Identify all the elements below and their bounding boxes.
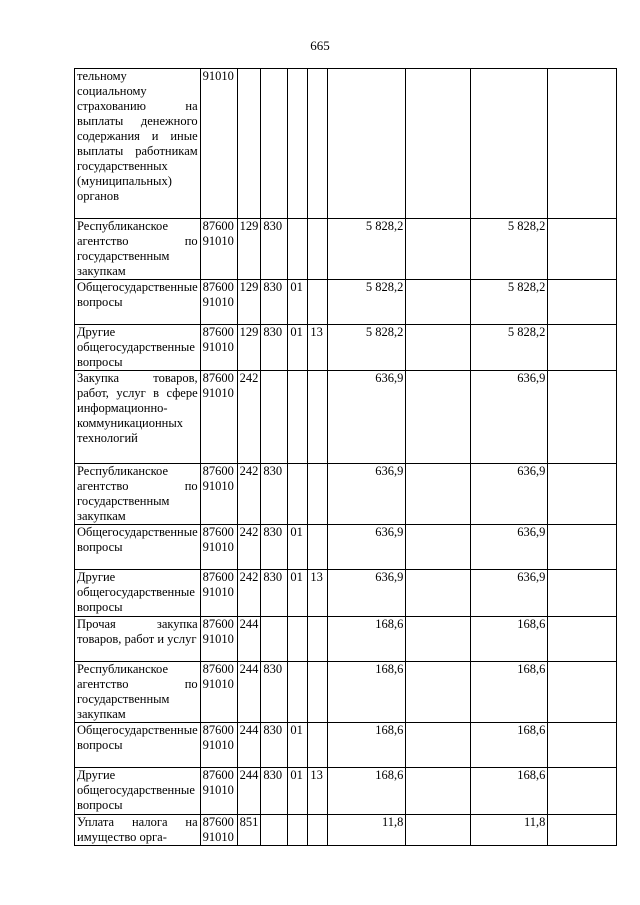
expense-type-cell: 242 <box>237 525 261 570</box>
row-name-cell: Прочая закупка товаров, работ и услуг <box>75 617 201 662</box>
amount-cell: 636,9 <box>328 525 406 570</box>
expense-type-cell: 244 <box>237 723 261 768</box>
empty-cell <box>548 662 617 723</box>
table-row <box>75 662 617 723</box>
amount-cell <box>328 69 406 219</box>
ministry-code-cell <box>261 69 288 219</box>
empty-cell <box>548 325 617 371</box>
empty-cell <box>548 69 617 219</box>
empty-cell <box>548 525 617 570</box>
amount-cell-2 <box>406 219 471 280</box>
table-row <box>75 617 617 662</box>
section-cell <box>288 219 308 280</box>
total-amount-cell: 168,6 <box>471 768 548 815</box>
row-name-cell: Республиканское агентство по государственным закупкам <box>75 464 201 525</box>
amount-cell: 168,6 <box>328 723 406 768</box>
expense-type-cell: 244 <box>237 662 261 723</box>
expense-type-cell: 242 <box>237 570 261 617</box>
table-row <box>75 69 617 219</box>
total-amount-cell <box>471 69 548 219</box>
table-row <box>75 570 617 617</box>
section-cell <box>288 464 308 525</box>
program-code-cell: 87600 91010 <box>200 768 237 815</box>
expense-type-cell: 129 <box>237 219 261 280</box>
table-row <box>75 768 617 815</box>
amount-cell: 636,9 <box>328 371 406 464</box>
empty-cell <box>548 280 617 325</box>
ministry-code-cell: 830 <box>261 662 288 723</box>
section-cell: 01 <box>288 525 308 570</box>
subsection-cell <box>308 371 328 464</box>
amount-cell-2 <box>406 662 471 723</box>
row-name-cell: Общегосударственные вопросы <box>75 280 201 325</box>
total-amount-cell: 5 828,2 <box>471 219 548 280</box>
expense-type-cell: 129 <box>237 280 261 325</box>
expense-type-cell: 244 <box>237 768 261 815</box>
subsection-cell <box>308 280 328 325</box>
empty-cell <box>548 570 617 617</box>
amount-cell: 168,6 <box>328 662 406 723</box>
table-row <box>75 815 617 846</box>
ministry-code-cell: 830 <box>261 723 288 768</box>
subsection-cell: 13 <box>308 768 328 815</box>
subsection-cell: 13 <box>308 325 328 371</box>
total-amount-cell: 168,6 <box>471 723 548 768</box>
amount-cell: 5 828,2 <box>328 219 406 280</box>
row-name-cell: Республиканское агентство по государственным закупкам <box>75 662 201 723</box>
page-number: 665 <box>310 38 330 53</box>
total-amount-cell: 168,6 <box>471 662 548 723</box>
amount-cell: 636,9 <box>328 464 406 525</box>
expense-type-cell: 242 <box>237 464 261 525</box>
table-row <box>75 219 617 280</box>
total-amount-cell: 636,9 <box>471 525 548 570</box>
program-code-cell: 87600 91010 <box>200 280 237 325</box>
table-row <box>75 723 617 768</box>
subsection-cell <box>308 662 328 723</box>
empty-cell <box>548 768 617 815</box>
ministry-code-cell: 830 <box>261 219 288 280</box>
amount-cell: 11,8 <box>328 815 406 846</box>
total-amount-cell: 5 828,2 <box>471 325 548 371</box>
program-code-cell: 87600 91010 <box>200 723 237 768</box>
table-row <box>75 325 617 371</box>
section-cell: 01 <box>288 325 308 371</box>
row-name-cell: Закупка товаров, работ, услуг в сфере информационно-коммуникационных технологий <box>75 371 201 464</box>
amount-cell-2 <box>406 525 471 570</box>
budget-table <box>74 68 617 846</box>
empty-cell <box>548 371 617 464</box>
amount-cell: 5 828,2 <box>328 280 406 325</box>
amount-cell-2 <box>406 325 471 371</box>
subsection-cell <box>308 723 328 768</box>
program-code-cell: 87600 91010 <box>200 325 237 371</box>
row-name-cell: Другие общегосударственные вопросы <box>75 570 201 617</box>
amount-cell-2 <box>406 617 471 662</box>
ministry-code-cell: 830 <box>261 570 288 617</box>
row-name-cell: Другие общегосударственные вопросы <box>75 325 201 371</box>
section-cell <box>288 69 308 219</box>
program-code-cell: 87600 91010 <box>200 219 237 280</box>
subsection-cell <box>308 617 328 662</box>
amount-cell-2 <box>406 280 471 325</box>
section-cell <box>288 617 308 662</box>
row-name-cell: Другие общегосударственные вопросы <box>75 768 201 815</box>
amount-cell-2 <box>406 464 471 525</box>
total-amount-cell: 5 828,2 <box>471 280 548 325</box>
section-cell: 01 <box>288 723 308 768</box>
amount-cell-2 <box>406 815 471 846</box>
program-code-cell: 91010 <box>200 69 237 219</box>
total-amount-cell: 636,9 <box>471 464 548 525</box>
ministry-code-cell <box>261 371 288 464</box>
table-row <box>75 525 617 570</box>
program-code-cell: 87600 91010 <box>200 464 237 525</box>
amount-cell-2 <box>406 570 471 617</box>
amount-cell-2 <box>406 768 471 815</box>
ministry-code-cell: 830 <box>261 464 288 525</box>
subsection-cell: 13 <box>308 570 328 617</box>
table-body <box>75 69 617 846</box>
table-row <box>75 280 617 325</box>
amount-cell-2 <box>406 723 471 768</box>
empty-cell <box>548 219 617 280</box>
expense-type-cell: 851 <box>237 815 261 846</box>
total-amount-cell: 11,8 <box>471 815 548 846</box>
amount-cell: 168,6 <box>328 617 406 662</box>
amount-cell: 636,9 <box>328 570 406 617</box>
ministry-code-cell: 830 <box>261 768 288 815</box>
expense-type-cell: 129 <box>237 325 261 371</box>
section-cell: 01 <box>288 570 308 617</box>
section-cell: 01 <box>288 768 308 815</box>
ministry-code-cell <box>261 815 288 846</box>
total-amount-cell: 636,9 <box>471 371 548 464</box>
program-code-cell: 87600 91010 <box>200 815 237 846</box>
row-name-cell: Республиканское агентство по государственным закупкам <box>75 219 201 280</box>
empty-cell <box>548 464 617 525</box>
ministry-code-cell: 830 <box>261 325 288 371</box>
row-name-cell: Общегосударственные вопросы <box>75 525 201 570</box>
amount-cell-2 <box>406 371 471 464</box>
row-name-cell: Уплата налога на имущество орга- <box>75 815 201 846</box>
program-code-cell: 87600 91010 <box>200 371 237 464</box>
subsection-cell <box>308 69 328 219</box>
total-amount-cell: 636,9 <box>471 570 548 617</box>
section-cell <box>288 662 308 723</box>
row-name-cell: тельному социальному страхованию на выплаты денежного содержания и иные выплаты работникам государственных (муниципальных) органов <box>75 69 201 219</box>
empty-cell <box>548 723 617 768</box>
program-code-cell: 87600 91010 <box>200 617 237 662</box>
table-row <box>75 464 617 525</box>
program-code-cell: 87600 91010 <box>200 570 237 617</box>
total-amount-cell: 168,6 <box>471 617 548 662</box>
section-cell: 01 <box>288 280 308 325</box>
amount-cell: 5 828,2 <box>328 325 406 371</box>
subsection-cell <box>308 464 328 525</box>
empty-cell <box>548 815 617 846</box>
subsection-cell <box>308 525 328 570</box>
section-cell <box>288 371 308 464</box>
expense-type-cell: 244 <box>237 617 261 662</box>
ministry-code-cell: 830 <box>261 280 288 325</box>
ministry-code-cell <box>261 617 288 662</box>
subsection-cell <box>308 815 328 846</box>
expense-type-cell: 242 <box>237 371 261 464</box>
program-code-cell: 87600 91010 <box>200 662 237 723</box>
ministry-code-cell: 830 <box>261 525 288 570</box>
section-cell <box>288 815 308 846</box>
empty-cell <box>548 617 617 662</box>
program-code-cell: 87600 91010 <box>200 525 237 570</box>
row-name-cell: Общегосударственные вопросы <box>75 723 201 768</box>
amount-cell-2 <box>406 69 471 219</box>
expense-type-cell <box>237 69 261 219</box>
amount-cell: 168,6 <box>328 768 406 815</box>
subsection-cell <box>308 219 328 280</box>
table-row <box>75 371 617 464</box>
